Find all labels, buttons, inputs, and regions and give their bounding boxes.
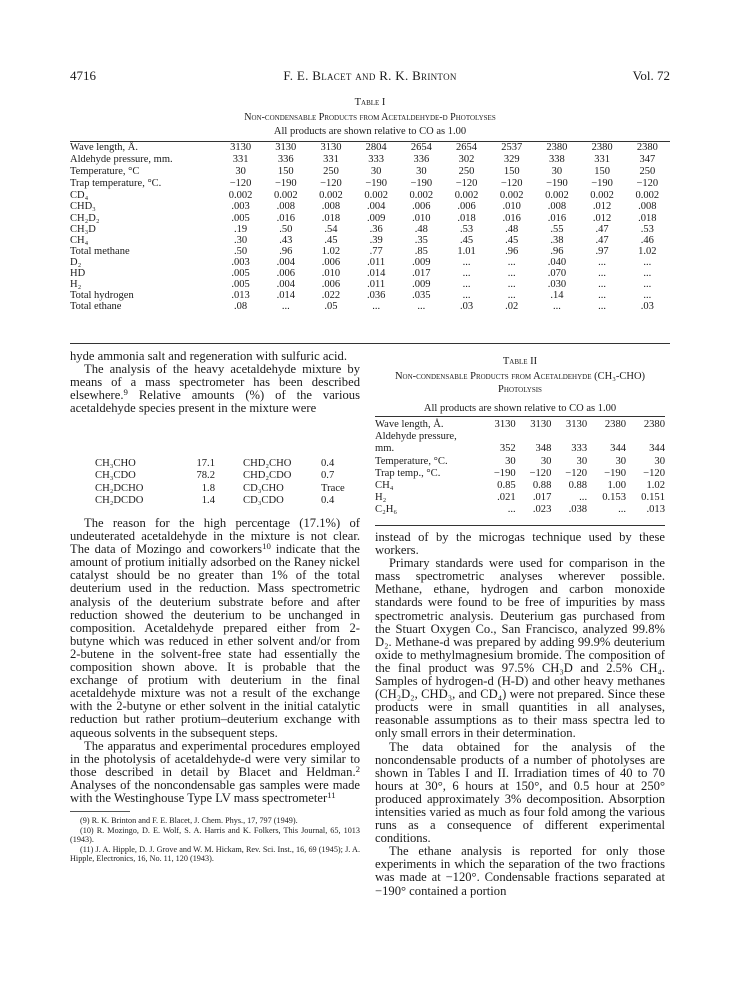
table2-row [375,456,665,468]
cell: .47 [595,234,609,246]
cell: .009 [366,212,386,224]
cell [516,431,552,443]
ref-11: 11 [327,789,336,800]
cell: .009 [412,279,431,291]
cell: .011 [367,279,386,291]
cell: −190 [546,178,568,190]
species-cell: 78.2 [196,470,215,482]
cell: .05 [324,301,338,313]
cell: .022 [321,290,341,302]
cell: ... [462,256,471,268]
cell: 0.002 [635,190,660,202]
cell: 0.85 [497,480,516,492]
cell: −120 [565,467,588,479]
cell: .014 [366,268,386,280]
table1-subtitle: All products are shown relative to CO as 1.00 [273,126,467,137]
row-label: H₂ [70,279,82,291]
cell: 347 [639,154,656,166]
table2-row [375,431,665,443]
cell: −120 [229,178,252,190]
cell: .45 [505,234,519,246]
cell [626,431,665,443]
cell: 0.002 [590,190,614,202]
table1-row [70,201,670,212]
left-column-lower [70,517,360,864]
cell: 30 [551,166,563,178]
cell: 30 [615,455,627,467]
cell: 336 [277,154,294,166]
cell: ... [643,256,652,268]
cell: 344 [649,443,665,455]
cell: 333 [368,154,385,166]
cell: 0.002 [319,190,343,202]
cell: ... [598,268,607,280]
cell: ... [372,301,381,313]
left-para-3: The reason for the high percentage (17.1%) of undeuterated acetaldehyde in the mixture is not clear. The data of Mozingo and coworkers$^{10}$ indicate that the amount of protium initially adsorbed on the Raney nickel catalyst should be no greater than 1% of the total deuterium used in the reduction. Mass spectrometric analysis of the deuterium substrate before and after reduction showed the deuterium to be unchanged in composition. Acetaldehyde prepared either from 2-butyne which was reduced in ether solvent and/or from 2-butene in the solvent-free state had essentially the composition shown above. It is probable that the exchange of protium with deuterium in the final acetaldehyde mixture was not a result of the exchange with the 2-butyne or ether solvent in the initial catalytic reduction but rather protium–deuterium exchange with aqueous solvents in the subsequent steps. [70,516,360,740]
species-cell: 0.4 [321,458,335,469]
cell: .54 [324,223,338,235]
cell: 150 [594,166,610,178]
cell: .013 [231,290,250,302]
cell: .85 [414,245,428,257]
cell: ... [618,504,627,516]
cell: .45 [459,234,474,246]
cell: −190 [274,178,297,190]
species-cell: CHD₂CDO [243,470,292,482]
cell: .016 [276,212,295,224]
row-label: D₂ [70,256,82,268]
cell: .008 [321,201,341,213]
cell: 30 [540,455,552,467]
cell: 1.02 [321,245,341,257]
footnotes [70,816,360,864]
table2-top-rule [375,416,665,417]
footnote-rule [70,811,130,812]
cell: 0.002 [454,190,479,202]
table1-row [70,268,670,279]
table1-row [70,279,670,290]
footnote: (10) R. Mozingo, D. E. Wolf, S. A. Harris and K. Folkers, This Journal, 65, 1013 (1943). [70,825,360,845]
cell: .38 [550,234,564,246]
table1-row [70,224,670,235]
cell: .016 [547,212,567,224]
cell: 0.88 [568,480,588,492]
table2-row [375,468,665,480]
cell: .038 [568,504,588,516]
species-cell: Trace [321,482,345,494]
ref-2: 2 [355,763,360,774]
species-cell: 0.4 [321,495,335,507]
cell: .016 [502,212,521,224]
cell [587,431,626,443]
cell: −120 [636,178,659,190]
footnote: (9) R. K. Brinton and F. E. Blacet, J. Chem. Phys., 17, 797 (1949). [80,816,298,826]
cell: .011 [367,256,386,268]
cell: .021 [497,492,516,504]
cell: −120 [500,178,523,190]
species-row [95,495,361,507]
cell: 331 [594,154,610,166]
cell: .005 [231,268,250,280]
cell: ... [598,301,607,313]
left-para-1: hyde ammonia salt and regeneration with sulfuric acid. [70,349,347,363]
cell: ... [281,301,290,313]
cell: .50 [234,245,248,257]
table1-row [70,246,670,257]
cell: 2380 [591,142,613,153]
table2-label: Table II [502,356,538,367]
cell: −120 [643,467,665,479]
row-label: HD [70,268,86,280]
species-cell: CH₂DCDO [95,495,144,507]
species-cell: 1.8 [201,482,215,494]
cell: 2380 [604,419,627,430]
cell: ... [462,290,471,302]
cell: 3130 [275,142,297,153]
cell: 352 [499,443,516,455]
cell: .48 [505,223,519,235]
page-number: 4716 [70,68,96,83]
cell: 2380 [546,142,568,153]
cell: 0.153 [602,492,627,504]
cell: .003 [231,256,250,268]
cell: 30 [576,455,588,467]
cell: ... [507,268,516,280]
cell: 0.88 [532,480,552,492]
cell: 2537 [501,142,523,153]
cell: 331 [232,154,249,166]
row-label: Total methane [70,245,130,257]
cell: 3130 [320,142,342,153]
table1-row [70,290,670,301]
cell [551,431,587,443]
cell: .45 [324,234,338,246]
cell: .55 [550,223,564,235]
cell: .43 [279,234,293,246]
cell: .47 [595,223,609,235]
cell: .005 [231,212,250,224]
row-label: Total ethane [70,301,122,313]
cell: 150 [277,166,294,178]
row-label: Aldehyde pressure, [375,431,457,443]
right-para-4: The ethane analysis is reported for only those experiments in which the separation of the two fractions was made at −120°. Condensable fractions separated at −190° contained a portion [375,844,665,898]
left-para-4: The apparatus and experimental procedures employed in the photolysis of acetaldehyde-d were very similar to those described in detail by Blacet and Heldman.$^2$ Analyses of the noncondensable gas samples were made with the Westinghouse Type LV mass spectrometer$^{11}$ [70,738,360,805]
cell: 0.002 [364,190,388,202]
table2-bottom-rule [375,525,665,526]
cell: .023 [532,504,552,516]
table1-title: Non-condensable Products from Acetaldehyde-d Photolyses [244,112,496,123]
ref-9: 9 [123,387,128,398]
ref-10: 10 [262,541,271,552]
cell: .014 [276,290,295,302]
cell: .39 [369,234,383,246]
cell: ... [643,290,652,302]
cell: .030 [547,279,567,291]
row-label: CH₄ [375,480,394,492]
cell: ... [643,268,652,280]
species-cell: CD₃CHO [243,482,284,494]
cell: .77 [369,245,383,257]
cell: −190 [591,178,613,190]
cell: 0.002 [545,190,569,202]
cell: .012 [592,212,612,224]
row-label: Total hydrogen [70,290,134,302]
cell: 338 [549,154,565,166]
cell: 30 [654,455,665,467]
cell: .008 [276,201,295,213]
cell: .004 [276,279,295,291]
row-label: Wave length, Å. [70,142,138,153]
cell: ... [462,279,471,291]
cell: 0.002 [273,190,298,202]
table2-row [375,492,665,504]
cell: .35 [414,234,428,246]
row-label: C₂H₆ [375,504,398,516]
table1-header-row [70,142,670,154]
cell: .19 [234,223,248,235]
cell: .018 [321,212,341,224]
cell: .003 [231,201,250,213]
cell: ... [579,492,588,504]
cell: ... [507,279,516,291]
table1-row [70,190,670,201]
cell: .14 [550,290,564,302]
row-label: Trap temp., °C. [375,467,441,479]
cell: .010 [502,201,521,213]
cell: 302 [458,154,475,166]
volume-label: Vol. 72 [632,68,670,83]
running-authors: F. E. Blacet and R. K. Brinton [283,68,457,83]
cell: .040 [547,256,567,268]
cell: .017 [532,492,552,504]
cell: −190 [365,178,387,190]
cell: .010 [321,268,341,280]
cell [480,431,516,443]
row-label: H₂ [375,492,387,504]
cell: .97 [595,245,609,257]
cell: 1.01 [457,245,476,257]
cell: 329 [503,154,520,166]
table2-title: Non-condensable Products from Acetaldehyde (CH₃-CHO) Photolysis [394,371,646,395]
cell: 331 [323,154,339,166]
right-para-2: Primary standards were used for comparison in the mass spectrometric analyses wherever possible. Methane, ethane, hydrogen and carbon monoxide standards were found to be free of impurities by mass spectrometric analysis. Deuterium gas purchased from the Stuart Oxygen Co., San Francisco, analyzed 99.8% D₂. Methane-d was prepared by adding 99.9% deuterium oxide to methylmagnesium bromide. The composition of the final product was 97.5% CH₃D and 2.5% CH₄. Samples of hydrogen-d (H-D) and other heavy methanes (CH₂D₂, CHD₃, and CD₄) were not prepared. Since these products were in small quantities in all analyses, reasonable assumptions as to their mass spectra led to only small errors in their determination. [375,556,665,741]
table2-row [375,504,665,516]
species-cell: 0.7 [321,470,335,482]
cell: 0.002 [409,190,434,202]
cell: 250 [458,166,475,178]
table1-header-row [70,154,670,166]
cell: .36 [369,223,383,235]
cell: ... [598,290,607,302]
cell: .006 [321,279,341,291]
cell: .96 [279,245,293,257]
row-label: CD₄ [70,190,89,202]
species-row [95,470,361,482]
cell: .03 [640,301,654,313]
cell: .012 [592,201,612,213]
cell: 336 [413,154,430,166]
cell: 1.00 [607,480,627,492]
cell: 3130 [565,419,588,430]
cell: −120 [529,467,552,479]
cell: 30 [235,166,246,178]
cell: .010 [412,212,431,224]
cell: .070 [547,268,567,280]
cell: .02 [505,301,519,313]
species-cell: CHD₂CHO [243,458,292,469]
cell: −190 [410,178,433,190]
cell: .48 [414,223,428,235]
cell: .30 [234,234,248,246]
cell: ... [643,279,652,291]
cell: .006 [276,268,295,280]
cell: .008 [547,201,567,213]
table1 [70,142,670,312]
cell: 3130 [494,419,516,430]
cell: 2804 [365,142,387,153]
cell: .53 [459,223,474,235]
cell: ... [598,279,607,291]
cell: 250 [323,166,339,178]
cell: 250 [639,166,656,178]
left-column [70,350,360,415]
right-para-1: instead of by the microgas technique used by these workers. [375,530,665,558]
row-label: Wave length, Å. [375,419,444,430]
cell: 2380 [643,419,665,430]
species-row [95,483,361,495]
row-label: Aldehyde pressure, mm. [70,154,173,166]
cell: ... [598,256,607,268]
cell: .004 [276,256,295,268]
cell: −120 [320,178,342,190]
right-column [375,531,665,898]
cell: .004 [366,201,386,213]
cell: 30 [505,455,516,467]
cell: 0.151 [641,492,665,504]
row-label: Temperature, °C. [375,455,448,467]
cell: .03 [459,301,474,313]
species-table [95,458,361,508]
cell: 333 [571,443,588,455]
table1-header-row [70,166,670,178]
table1-row [70,213,670,224]
cell: .005 [231,279,250,291]
cell: .96 [505,245,519,257]
row-label: CH₄ [70,234,89,246]
species-cell: 17.1 [196,458,215,469]
cell: .006 [412,201,431,213]
cell: 30 [370,166,382,178]
table1-row [70,301,670,312]
table1-row [70,257,670,268]
table1-header-row [70,178,670,190]
cell: ... [507,290,516,302]
cell: .08 [234,301,248,313]
species-cell: CH₃CHO [95,458,136,469]
table2 [375,419,665,517]
cell: 150 [503,166,520,178]
species-cell: CD₃CDO [243,495,284,507]
row-label: CH₃D [70,223,96,235]
table1-row [70,235,670,246]
left-para-2: The analysis of the heavy acetaldehyde mixture by means of a mass spectrometer has been described elsewhere.$^9$ Relative amounts (%) of the various acetaldehyde species present in the mixture were [70,362,360,416]
cell: ... [462,268,471,280]
cell: ... [507,504,516,516]
cell: 0.002 [499,190,524,202]
species-cell: CH₃CDO [95,470,136,482]
cell: 344 [610,443,627,455]
cell: 3130 [230,142,252,153]
cell: .035 [412,290,431,302]
table2-row [375,480,665,492]
cell: .50 [279,223,293,235]
species-row [95,458,361,470]
row-label: Trap temperature, °C. [70,178,162,190]
cell: −120 [455,178,478,190]
footnote: (11) J. A. Hipple, D. J. Grove and W. M. Hickam, Rev. Sci. Inst., 16, 69 (1945); J. A. Hipple, Electronics, 16, No. 11, 120 (1943). [70,844,360,864]
row-label: CH₂D₂ [70,212,100,224]
cell: 30 [416,166,427,178]
cell: .018 [638,212,657,224]
table1-label: Table I [354,97,386,108]
cell: .036 [366,290,386,302]
species-cell: 1.4 [201,495,215,507]
row-label: mm. [375,443,395,455]
table1-bottom-rule [70,343,670,344]
running-header [70,68,670,84]
cell: .009 [412,256,431,268]
right-para-3: The data obtained for the analysis of the noncondensable products of a number of photolyses are shown in Tables I and II. Irradiation times of 40 to 70 hours at 30°, 6 hours at 150°, and 0.5 hour at 250° produced approximately 3% decomposition. Absorption intensities varied as much as four fold among the various runs as a consequence of different experimental conditions. [375,739,665,846]
cell: 1.02 [638,245,657,257]
cell: .96 [550,245,564,257]
cell: .53 [640,223,654,235]
cell: .46 [640,234,654,246]
cell: .006 [457,201,476,213]
cell: ... [417,301,426,313]
cell: .013 [646,504,665,516]
cell: −190 [604,467,627,479]
row-label: Temperature, °C [70,166,140,178]
table2-subtitle: All products are shown relative to CO as 1.00 [423,403,617,414]
cell: 2654 [410,142,432,153]
row-label: CHD₃ [70,201,96,213]
cell: 348 [535,443,552,455]
cell: .006 [321,256,341,268]
cell: −190 [493,467,516,479]
cell: 1.02 [646,480,665,492]
species-cell: CH₂DCHO [95,482,144,494]
cell: .008 [638,201,657,213]
cell: 0.002 [228,190,253,202]
cell: 2380 [636,142,658,153]
cell: .018 [457,212,476,224]
cell: 2654 [456,142,478,153]
cell: ... [552,301,561,313]
table2-row [375,419,665,431]
cell: .017 [412,268,431,280]
cell: 3130 [530,419,552,430]
table2-row [375,443,665,455]
cell: ... [507,256,516,268]
